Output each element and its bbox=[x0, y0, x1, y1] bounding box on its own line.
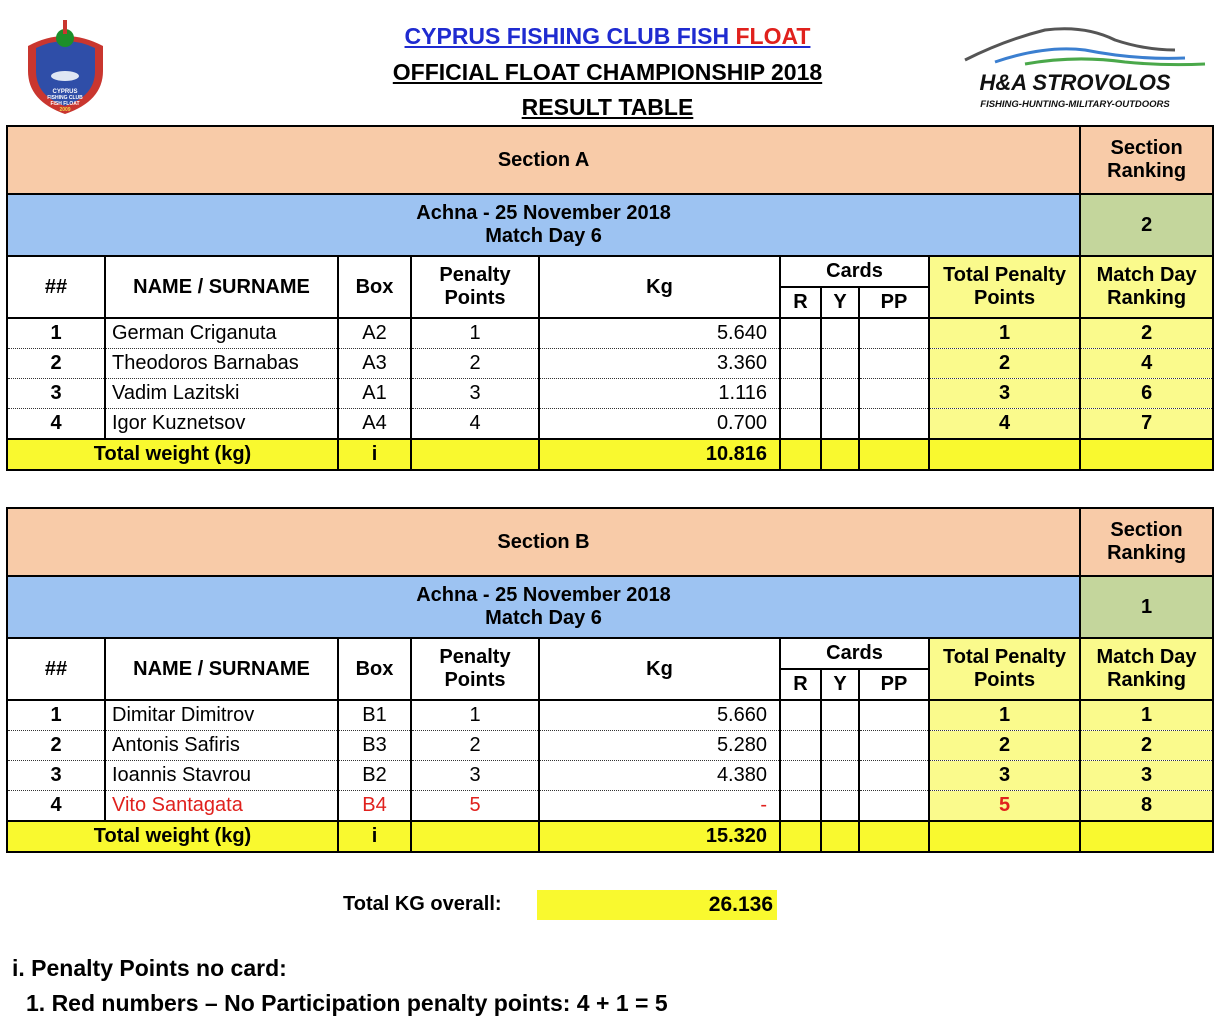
total-kg: 10.816 bbox=[539, 439, 780, 470]
col-cards: Cards bbox=[780, 256, 929, 287]
result-table-title: RESULT TABLE bbox=[521, 94, 694, 120]
col-box: Box bbox=[338, 256, 411, 318]
section-b-table bbox=[6, 507, 1214, 853]
section-b-ranking-header: Section Ranking bbox=[1080, 508, 1213, 576]
col-card-pp: PP bbox=[859, 287, 929, 318]
col-name: NAME / SURNAME bbox=[105, 638, 338, 700]
section-a-title: Section A bbox=[7, 126, 1080, 194]
col-kg: Kg bbox=[539, 256, 780, 318]
table-row: 1 Dimitar Dimitrov B1 1 5.660 1 1 bbox=[7, 700, 1213, 731]
section-a-venue: Achna - 25 November 2018 Match Day 6 bbox=[7, 194, 1080, 256]
sponsor-name: H&A STROVOLOS bbox=[979, 70, 1171, 95]
col-box: Box bbox=[338, 638, 411, 700]
section-a-ranking-value: 2 bbox=[1080, 194, 1213, 256]
club-title: CYPRUS FISHING CLUB FISH FLOAT bbox=[404, 23, 811, 49]
col-kg: Kg bbox=[539, 638, 780, 700]
col-card-r: R bbox=[780, 669, 821, 700]
total-row bbox=[7, 821, 1213, 852]
total-mark: i bbox=[338, 439, 411, 470]
section-a-ranking-header: Section Ranking bbox=[1080, 126, 1213, 194]
col-card-pp: PP bbox=[859, 669, 929, 700]
table-row-no-participation: 4 Vito Santagata B4 5 - 5 8 bbox=[7, 791, 1213, 822]
total-label: Total weight (kg) bbox=[7, 821, 338, 852]
club-logo bbox=[18, 16, 113, 116]
total-row bbox=[7, 439, 1213, 470]
section-b-title: Section B bbox=[7, 508, 1080, 576]
col-card-y: Y bbox=[821, 669, 859, 700]
col-num: ## bbox=[7, 638, 105, 700]
col-card-r: R bbox=[780, 287, 821, 318]
sponsor-logo bbox=[935, 20, 1215, 115]
col-match-day-ranking: Match Day Ranking bbox=[1080, 256, 1213, 318]
col-name: NAME / SURNAME bbox=[105, 256, 338, 318]
table-row: 2 Theodoros Barnabas A3 2 3.360 2 4 bbox=[7, 349, 1213, 379]
col-match-day-ranking: Match Day Ranking bbox=[1080, 638, 1213, 700]
col-cards: Cards bbox=[780, 638, 929, 669]
logo-text-2: FISHING CLUB bbox=[47, 95, 83, 101]
logo-text-4: 2009 bbox=[59, 107, 71, 113]
section-a-table bbox=[6, 125, 1214, 471]
col-penalty: Penalty Points bbox=[411, 256, 539, 318]
table-row: 3 Ioannis Stavrou B2 3 4.380 3 3 bbox=[7, 761, 1213, 791]
section-b-ranking-value: 1 bbox=[1080, 576, 1213, 638]
overall-total-label: Total KG overall: bbox=[343, 893, 502, 915]
overall-total-value: 26.136 bbox=[537, 890, 777, 920]
logo-text-1: CYPRUS bbox=[52, 89, 78, 95]
section-b-venue: Achna - 25 November 2018 Match Day 6 bbox=[7, 576, 1080, 638]
total-label: Total weight (kg) bbox=[7, 439, 338, 470]
table-row: 4 Igor Kuznetsov A4 4 0.700 4 7 bbox=[7, 409, 1213, 440]
note-penalty-points: i. Penalty Points no card: bbox=[12, 955, 287, 981]
col-penalty: Penalty Points bbox=[411, 638, 539, 700]
total-mark: i bbox=[338, 821, 411, 852]
table-row: 3 Vadim Lazitski A1 3 1.116 3 6 bbox=[7, 379, 1213, 409]
logo-text-3: FISH FLOAT bbox=[50, 101, 80, 107]
table-row: 2 Antonis Safiris B3 2 5.280 2 2 bbox=[7, 731, 1213, 761]
note-red-numbers: 1. Red numbers – No Participation penalty points: 4 + 1 = 5 bbox=[26, 990, 668, 1016]
total-kg: 15.320 bbox=[539, 821, 780, 852]
col-card-y: Y bbox=[821, 287, 859, 318]
col-total-penalty: Total Penalty Points bbox=[929, 256, 1080, 318]
table-row: 1 German Criganuta A2 1 5.640 1 2 bbox=[7, 318, 1213, 349]
col-total-penalty: Total Penalty Points bbox=[929, 638, 1080, 700]
sponsor-tagline: FISHING-HUNTING-MILITARY-OUTDOORS bbox=[980, 99, 1170, 110]
col-num: ## bbox=[7, 256, 105, 318]
championship-title: OFFICIAL FLOAT CHAMPIONSHIP 2018 bbox=[392, 59, 823, 85]
